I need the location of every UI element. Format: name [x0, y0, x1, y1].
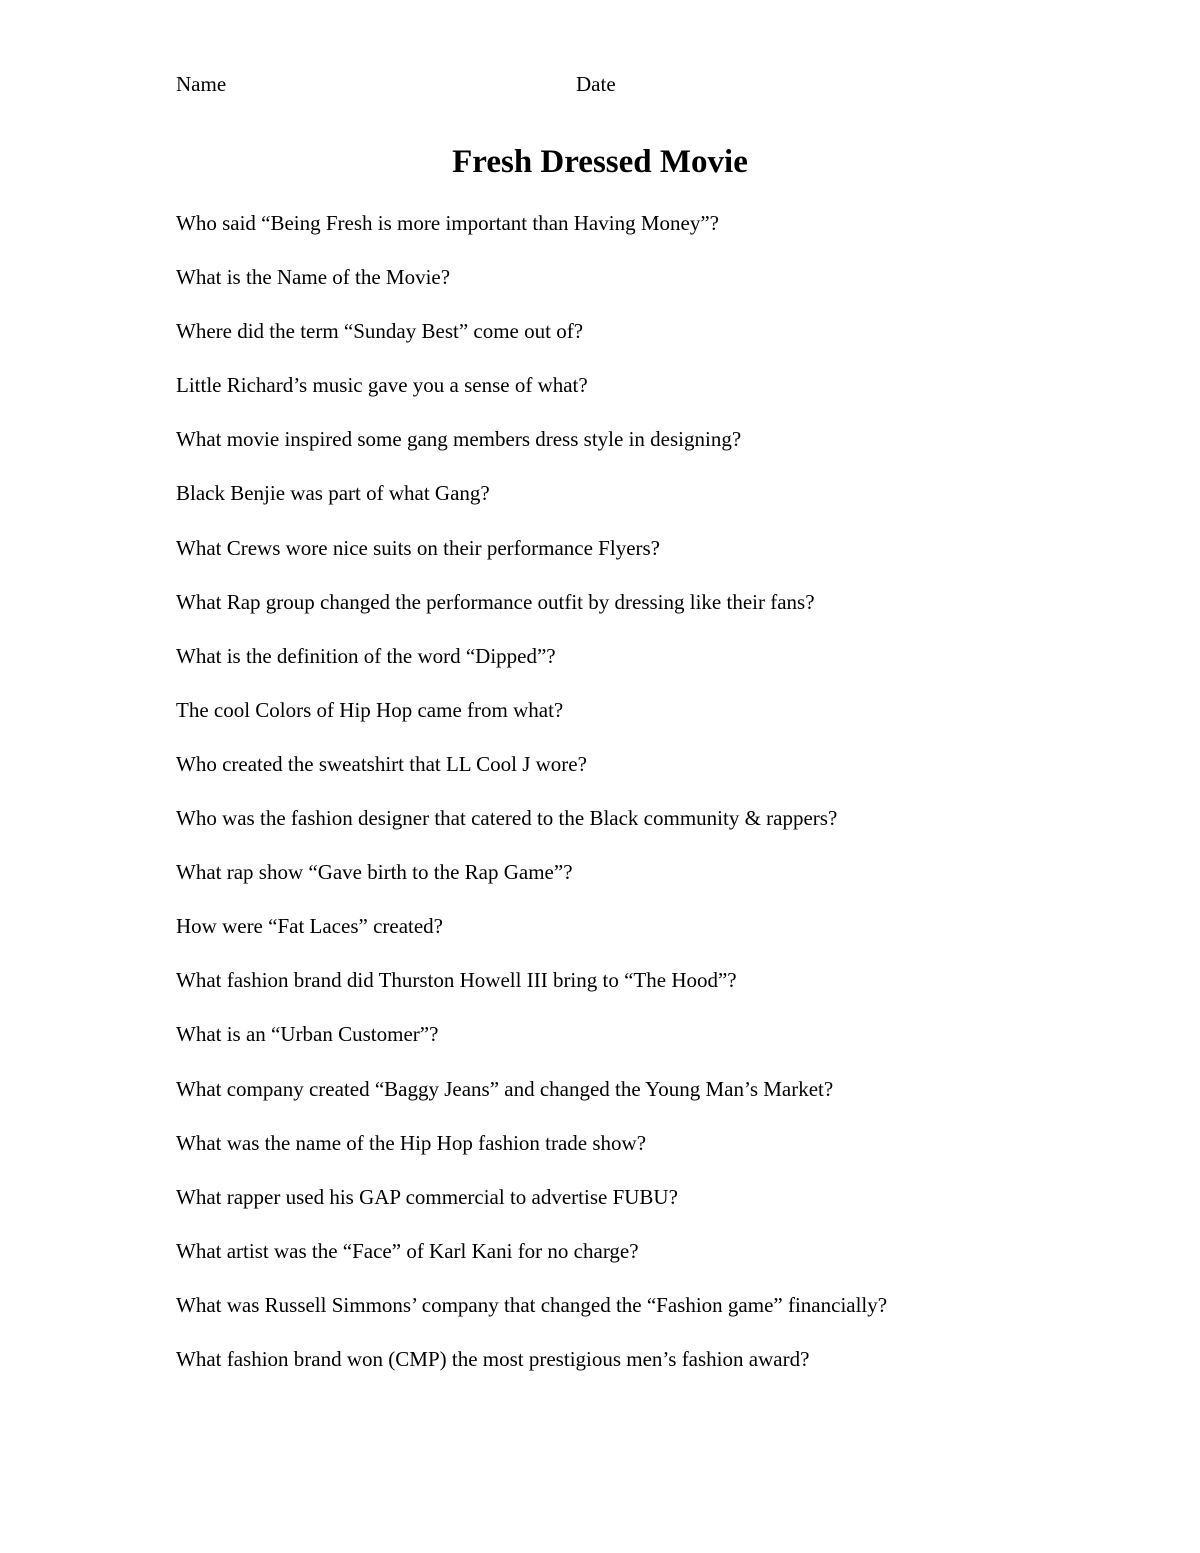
question-item: How were “Fat Laces” created?	[176, 914, 444, 939]
date-label: Date	[576, 72, 616, 96]
question-item: What rap show “Gave birth to the Rap Game”?	[176, 860, 573, 885]
question-item: What is the definition of the word “Dipped”?	[176, 643, 556, 668]
question-item: What fashion brand did Thurston Howell III bring to “The Hood”?	[176, 968, 737, 993]
question-item: What company created “Baggy Jeans” and changed the Young Man’s Market?	[176, 1076, 834, 1101]
question-item: What is the Name of the Movie?	[176, 265, 451, 290]
page-title: Fresh Dressed Movie	[452, 144, 748, 180]
question-item: What Rap group changed the performance outfit by dressing like their fans?	[176, 589, 815, 614]
question-item: Where did the term “Sunday Best” come out of?	[176, 319, 584, 344]
question-item: Black Benjie was part of what Gang?	[176, 481, 490, 506]
question-item: What was the name of the Hip Hop fashion trade show?	[176, 1130, 647, 1155]
name-label: Name	[176, 72, 227, 96]
question-item: The cool Colors of Hip Hop came from what?	[176, 697, 564, 722]
header-row	[176, 72, 1076, 102]
question-list	[176, 206, 1076, 1396]
question-item: What Crews wore nice suits on their performance Flyers?	[176, 535, 661, 560]
question-item: What artist was the “Face” of Karl Kani for no charge?	[176, 1238, 639, 1263]
question-item: Little Richard’s music gave you a sense of what?	[176, 373, 588, 398]
question-item: Who was the fashion designer that catered to the Black community & rappers?	[176, 806, 838, 831]
question-item: Who said “Being Fresh is more important than Having Money”?	[176, 211, 719, 235]
question-item: Who created the sweatshirt that LL Cool J wore?	[176, 751, 587, 776]
question-item: What was Russell Simmons’ company that changed the “Fashion game” financially?	[176, 1292, 888, 1317]
question-item: What is an “Urban Customer”?	[176, 1022, 439, 1047]
question-item: What rapper used his GAP commercial to advertise FUBU?	[176, 1184, 678, 1209]
question-item: What fashion brand won (CMP) the most prestigious men’s fashion award?	[176, 1346, 810, 1371]
question-item: What movie inspired some gang members dress style in designing?	[176, 427, 742, 452]
